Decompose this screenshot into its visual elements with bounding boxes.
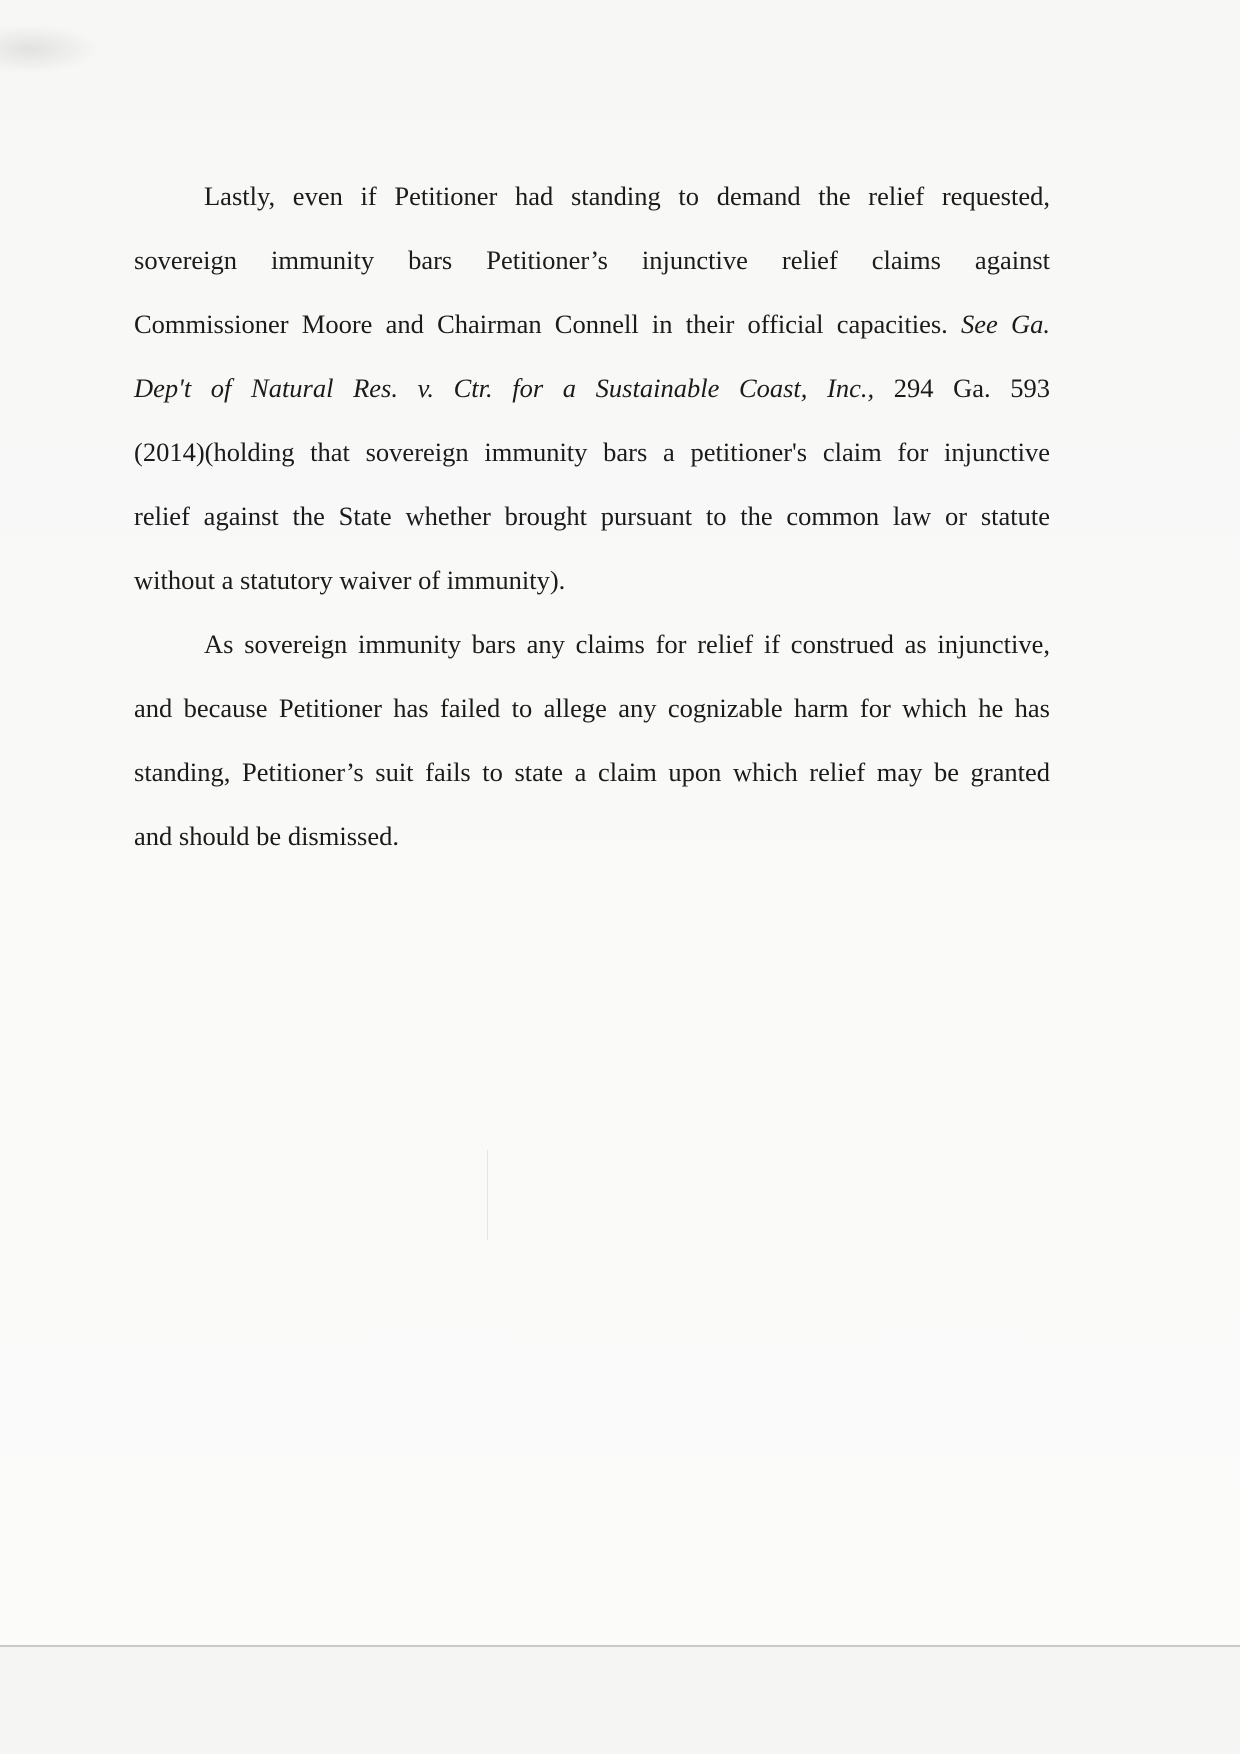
text-line: (2014)(holding that sovereign immunity bars a petitioner's claim for injunctive: [134, 437, 1050, 467]
text-line: Lastly, even if Petitioner had standing to demand the relief requested,: [204, 181, 1050, 211]
text-fragment: 294 Ga. 593: [893, 373, 1050, 403]
scanner-background: [0, 1647, 1240, 1754]
text-line: and should be dismissed.: [134, 821, 399, 851]
text-fragment: Commissioner Moore and Chairman Connell in their official capacities.: [134, 309, 962, 339]
text-line: without a statutory waiver of immunity).: [134, 565, 566, 595]
document-body: [134, 164, 1050, 868]
text-line-with-case: [134, 356, 1050, 420]
citation-signal: See Ga.: [961, 309, 1051, 339]
text-line: sovereign immunity bars Petitioner’s injunctive relief claims against: [134, 245, 1050, 275]
text-line: As sovereign immunity bars any claims for relief if construed as injunctive,: [204, 629, 1050, 659]
text-line: standing, Petitioner’s suit fails to state a claim upon which relief may be granted: [134, 757, 1050, 787]
scan-crease: [487, 1150, 488, 1240]
paragraph-conclusion: [134, 612, 1050, 868]
scan-artifact: [0, 24, 100, 74]
text-line: relief against the State whether brought pursuant to the common law or statute: [134, 501, 1050, 531]
citation-case-name: Dep't of Natural Res. v. Ctr. for a Sustainable Coast, Inc.,: [134, 373, 875, 403]
paragraph-sovereign-immunity: [134, 164, 1050, 612]
text-line-with-signal: [134, 292, 1050, 356]
text-line: and because Petitioner has failed to allege any cognizable harm for which he has: [134, 693, 1050, 723]
